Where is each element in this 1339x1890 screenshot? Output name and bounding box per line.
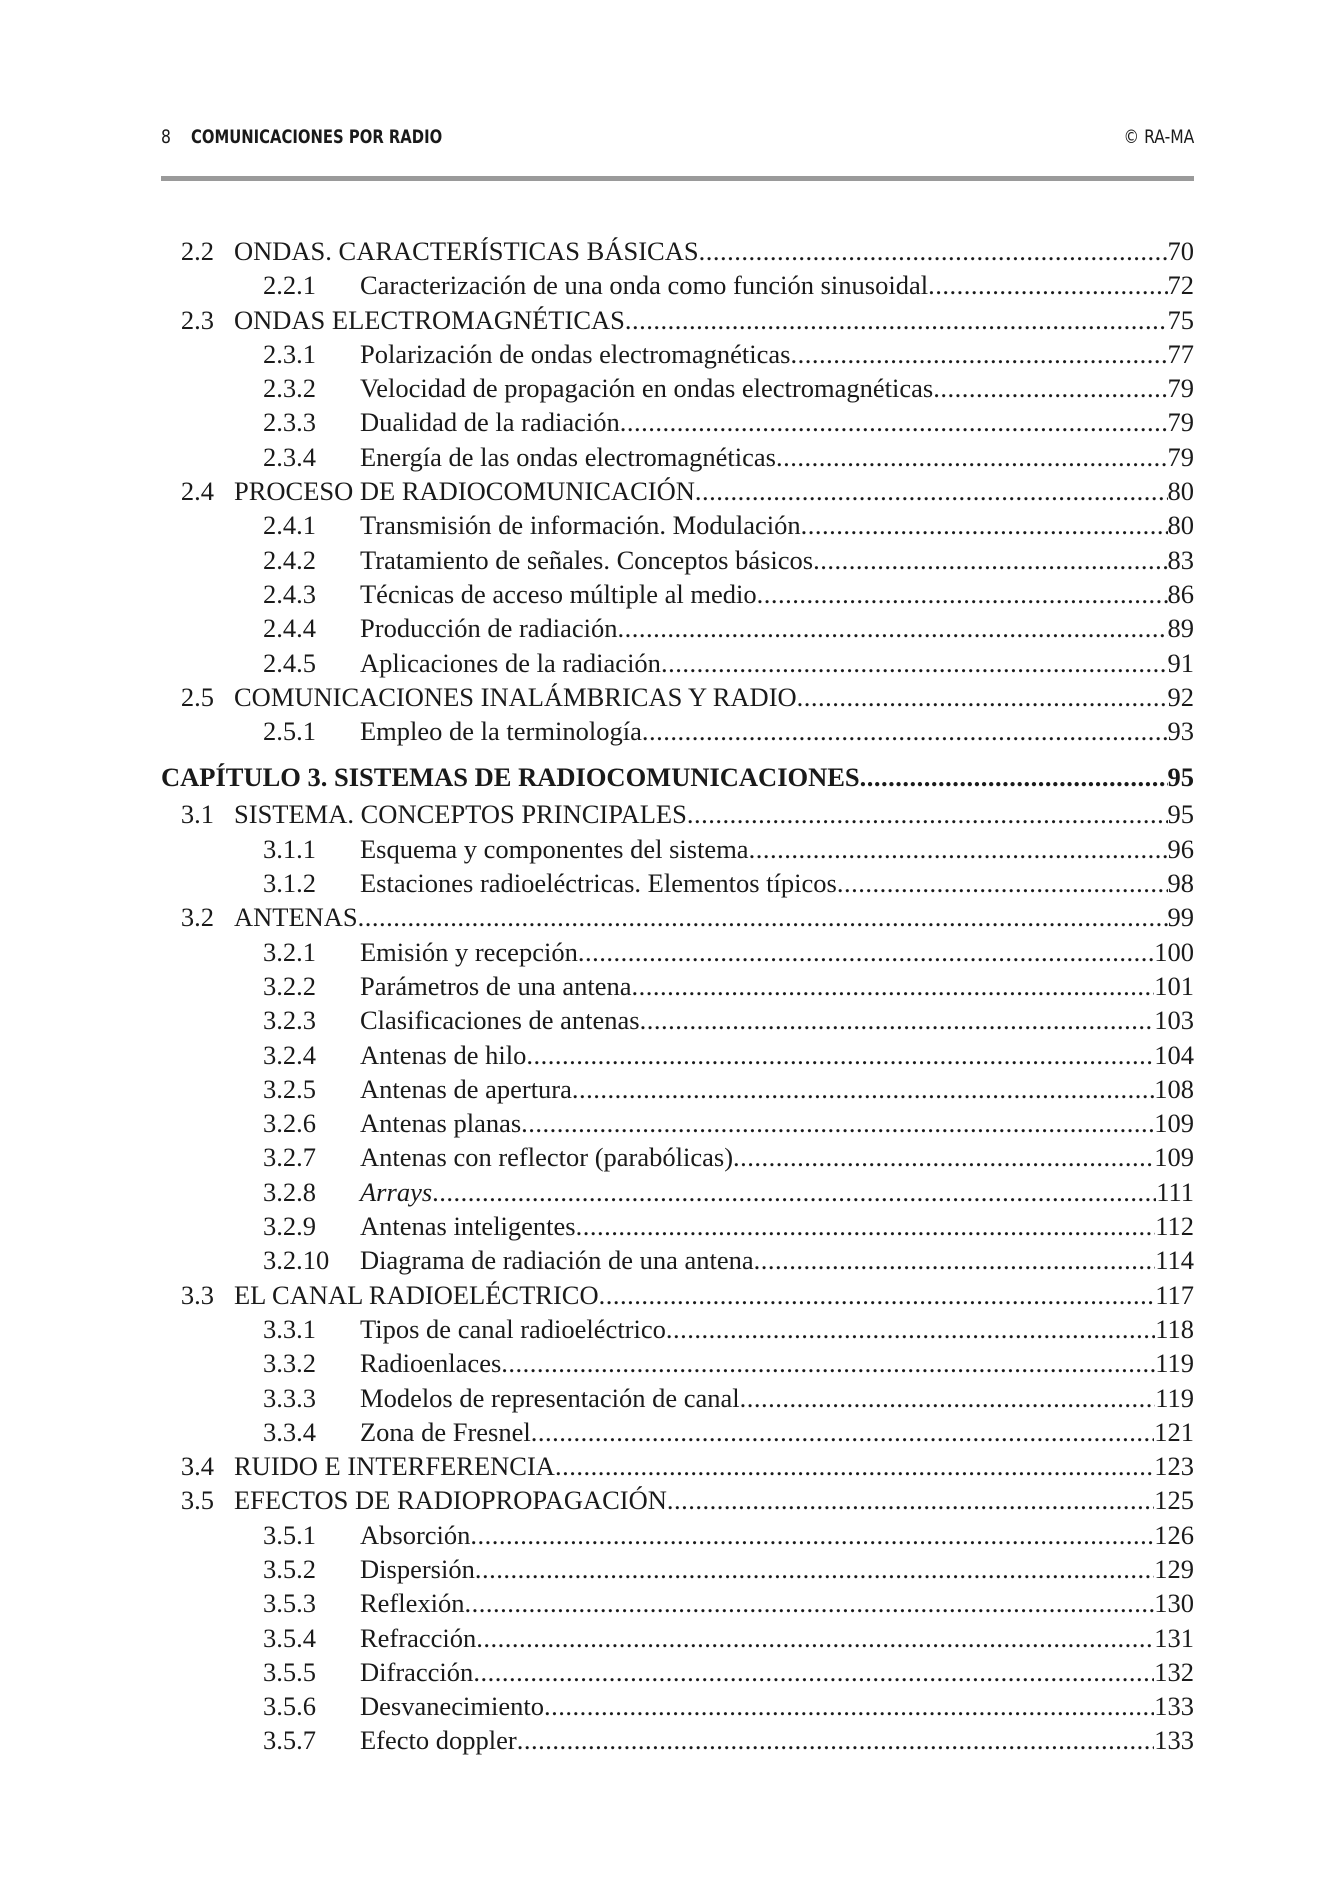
- page-number: 8: [161, 126, 171, 148]
- toc-entry-number: 2.5: [180, 681, 214, 712]
- toc-entry-title: Esquema y componentes del sistema: [360, 833, 749, 864]
- running-header: [161, 118, 1194, 148]
- toc-entry-title: ONDAS ELECTROMAGNÉTICAS: [234, 304, 625, 335]
- toc-dot-leader: [661, 646, 1168, 680]
- toc-entry-number: 3.2.10: [263, 1245, 330, 1276]
- toc-entry[interactable]: [161, 474, 1194, 508]
- toc-entry-title: Radioenlaces: [360, 1348, 502, 1379]
- toc-entry-number: 3.5.6: [263, 1691, 316, 1722]
- toc-entry-page: 79: [1167, 407, 1194, 438]
- toc-entry-title: Aplicaciones de la radiación: [360, 647, 661, 678]
- toc-entry[interactable]: [161, 797, 1194, 831]
- toc-entry-title: Antenas inteligentes: [360, 1211, 576, 1242]
- toc-dot-leader: [813, 543, 1167, 577]
- toc-dot-leader: [578, 935, 1154, 969]
- toc-entry-page: 123: [1154, 1451, 1194, 1482]
- toc-entry[interactable]: [161, 1243, 1194, 1277]
- toc-entry-page: 131: [1154, 1622, 1194, 1653]
- toc-entry[interactable]: [161, 1552, 1194, 1586]
- toc-entry[interactable]: [161, 1209, 1194, 1243]
- toc-entry-title: Producción de radiación: [360, 613, 618, 644]
- toc-dot-leader: [625, 303, 1168, 337]
- toc-dot-leader: [749, 832, 1168, 866]
- toc-entry-number: 2.4.3: [263, 578, 316, 609]
- toc-entry-page: 89: [1167, 613, 1194, 644]
- toc-entry[interactable]: [161, 832, 1194, 866]
- toc-dot-leader: [642, 714, 1168, 748]
- toc-dot-leader: [801, 508, 1168, 542]
- toc-dot-leader: [572, 1072, 1154, 1106]
- toc-entry-page: 132: [1154, 1656, 1194, 1687]
- toc-entry-page: 99: [1167, 902, 1194, 933]
- toc-entry-page: 117: [1155, 1279, 1194, 1310]
- toc-entry-title: Antenas con reflector (parabólicas): [360, 1142, 734, 1173]
- toc-dot-leader: [790, 337, 1167, 371]
- toc-entry-title: Dualidad de la radiación: [360, 407, 620, 438]
- toc-entry-page: 80: [1167, 510, 1194, 541]
- toc-entry-number: 3.5.4: [263, 1622, 316, 1653]
- toc-entry[interactable]: [161, 900, 1194, 934]
- toc-entry-number: 2.5.1: [263, 716, 316, 747]
- toc-entry-page: 79: [1167, 373, 1194, 404]
- toc-entry-title: Antenas planas: [360, 1108, 522, 1139]
- toc-entry-number: 3.3.4: [263, 1416, 316, 1447]
- toc-dot-leader: [837, 866, 1168, 900]
- toc-entry-page: 77: [1167, 338, 1194, 369]
- toc-entry-page: 121: [1154, 1416, 1194, 1447]
- toc-dot-leader: [928, 268, 1167, 302]
- toc-entry-number: 3.5.3: [263, 1588, 316, 1619]
- toc-entry-number: 2.4: [180, 476, 214, 507]
- toc-entry-page: 125: [1154, 1485, 1194, 1516]
- toc-entry-number: 3.2.7: [263, 1142, 316, 1173]
- toc-entry-number: 3.5.5: [263, 1656, 316, 1687]
- toc-dot-leader: [544, 1689, 1154, 1723]
- toc-entry[interactable]: [161, 1655, 1194, 1689]
- toc-entry[interactable]: [161, 268, 1194, 302]
- toc-entry-number: 2.4.5: [263, 647, 316, 678]
- toc-entry-page: 96: [1167, 833, 1194, 864]
- toc-dot-leader: [358, 900, 1168, 934]
- toc-entry[interactable]: [161, 508, 1194, 542]
- toc-entry[interactable]: [161, 935, 1194, 969]
- toc-entry-title: Caracterización de una onda como función sinusoidal: [360, 270, 929, 301]
- toc-dot-leader: [776, 440, 1168, 474]
- toc-entry-page: 100: [1154, 936, 1194, 967]
- toc-entry[interactable]: [161, 1723, 1194, 1757]
- toc-entry-page: 109: [1154, 1108, 1194, 1139]
- toc-entry-title: Clasificaciones de antenas: [360, 1005, 640, 1036]
- toc-entry-number: 3.2: [180, 902, 214, 933]
- toc-entry-page: 126: [1154, 1519, 1194, 1550]
- toc-entry-page: 92: [1167, 681, 1194, 712]
- toc-dot-leader: [531, 1415, 1155, 1449]
- toc-entry-number: 2.2.1: [263, 270, 316, 301]
- toc-entry[interactable]: [161, 440, 1194, 474]
- toc-entry-number: 3.2.2: [263, 970, 316, 1001]
- toc-entry-title: Arrays: [360, 1176, 433, 1207]
- toc-entry[interactable]: [161, 1175, 1194, 1209]
- header-rule: [161, 176, 1194, 181]
- toc-dot-leader: [501, 1346, 1155, 1380]
- toc-entry-title: Velocidad de propagación en ondas electromagnéticas: [360, 373, 934, 404]
- toc-entry-page: 112: [1155, 1211, 1194, 1242]
- toc-entry-number: 3.1.2: [263, 868, 316, 899]
- toc-entry-title: CAPÍTULO 3. SISTEMAS DE RADIOCOMUNICACIONES: [161, 762, 860, 793]
- toc-entry[interactable]: [161, 234, 1194, 268]
- toc-entry[interactable]: [161, 1689, 1194, 1723]
- toc-entry[interactable]: [161, 1381, 1194, 1415]
- toc-entry-page: 95: [1167, 762, 1194, 793]
- toc-entry[interactable]: [161, 866, 1194, 900]
- toc-entry[interactable]: [161, 1038, 1194, 1072]
- toc-entry-title: Reflexión: [360, 1588, 465, 1619]
- toc-entry-page: 130: [1154, 1588, 1194, 1619]
- toc-entry[interactable]: [161, 1483, 1194, 1517]
- toc-entry-number: 3.3: [180, 1279, 214, 1310]
- toc-entry[interactable]: [161, 1003, 1194, 1037]
- toc-entry-page: 86: [1167, 578, 1194, 609]
- table-of-contents: [161, 234, 1194, 1758]
- toc-entry-page: 109: [1154, 1142, 1194, 1173]
- toc-entry-title: Transmisión de información. Modulación: [360, 510, 801, 541]
- toc-dot-leader: [699, 234, 1168, 268]
- toc-entry-page: 72: [1167, 270, 1194, 301]
- toc-entry-number: 2.4.2: [263, 544, 316, 575]
- toc-dot-leader: [465, 1586, 1155, 1620]
- toc-entry-number: 3.2.5: [263, 1073, 316, 1104]
- toc-dot-leader: [733, 1140, 1154, 1174]
- toc-entry-title: Antenas de hilo: [360, 1039, 527, 1070]
- toc-entry[interactable]: [161, 1140, 1194, 1174]
- toc-entry[interactable]: [161, 371, 1194, 405]
- toc-dot-leader: [521, 1106, 1154, 1140]
- toc-dot-leader: [640, 1003, 1155, 1037]
- toc-entry-number: 3.1: [180, 799, 214, 830]
- toc-entry-number: 3.2.6: [263, 1108, 316, 1139]
- toc-entry-page: 91: [1167, 647, 1194, 678]
- toc-entry[interactable]: [161, 1072, 1194, 1106]
- toc-entry[interactable]: [161, 543, 1194, 577]
- toc-entry[interactable]: [161, 611, 1194, 645]
- toc-entry-page: 83: [1167, 544, 1194, 575]
- toc-entry-title: Técnicas de acceso múltiple al medio: [360, 578, 757, 609]
- toc-entry-number: 3.1.1: [263, 833, 316, 864]
- toc-dot-leader: [470, 1518, 1154, 1552]
- toc-entry-page: 79: [1167, 441, 1194, 472]
- toc-entry-number: 3.4: [180, 1451, 214, 1482]
- toc-entry[interactable]: [161, 646, 1194, 680]
- toc-entry-number: 3.3.3: [263, 1382, 316, 1413]
- toc-entry-page: 70: [1167, 236, 1194, 266]
- toc-entry[interactable]: [161, 969, 1194, 1003]
- toc-entry-number: 2.3.1: [263, 338, 316, 369]
- toc-entry-number: 3.3.1: [263, 1313, 316, 1344]
- toc-entry-page: 133: [1154, 1691, 1194, 1722]
- toc-entry-page: 93: [1167, 716, 1194, 747]
- toc-entry-page: 75: [1167, 304, 1194, 335]
- toc-dot-leader: [475, 1552, 1154, 1586]
- toc-entry[interactable]: [161, 1312, 1194, 1346]
- toc-entry-title: SISTEMA. CONCEPTOS PRINCIPALES: [234, 799, 687, 830]
- toc-dot-leader: [754, 1243, 1156, 1277]
- toc-entry-number: 3.3.2: [263, 1348, 316, 1379]
- toc-chapter-entry[interactable]: [161, 757, 1194, 797]
- toc-entry-title: EFECTOS DE RADIOPROPAGACIÓN: [234, 1485, 667, 1516]
- toc-entry-title: Tratamiento de señales. Conceptos básicos: [360, 544, 814, 575]
- toc-dot-leader: [473, 1655, 1154, 1689]
- toc-dot-leader: [695, 474, 1168, 508]
- toc-entry[interactable]: [161, 1586, 1194, 1620]
- toc-entry-title: EL CANAL RADIOELÉCTRICO: [234, 1279, 599, 1310]
- toc-entry[interactable]: [161, 1518, 1194, 1552]
- toc-entry-title: Difracción: [360, 1656, 474, 1687]
- toc-entry-number: 2.3.2: [263, 373, 316, 404]
- toc-entry[interactable]: [161, 714, 1194, 748]
- toc-dot-leader: [576, 1209, 1156, 1243]
- toc-dot-leader: [599, 1278, 1156, 1312]
- toc-entry[interactable]: [161, 1278, 1194, 1312]
- toc-dot-leader: [933, 371, 1167, 405]
- toc-entry-title: Emisión y recepción: [360, 936, 578, 967]
- book-title: COMUNICACIONES POR RADIO: [191, 126, 443, 148]
- toc-entry-number: 2.2: [180, 236, 214, 266]
- toc-entry-title: Parámetros de una antena: [360, 970, 632, 1001]
- toc-dot-leader: [667, 1483, 1154, 1517]
- toc-entry-title: Empleo de la terminología: [360, 716, 642, 747]
- toc-entry-title: Antenas de apertura: [360, 1073, 572, 1104]
- toc-entry[interactable]: [161, 680, 1194, 714]
- toc-entry-page: 119: [1155, 1382, 1194, 1413]
- toc-dot-leader: [632, 969, 1155, 1003]
- toc-entry-title: Desvanecimiento: [360, 1691, 544, 1722]
- toc-entry-page: 114: [1155, 1245, 1194, 1276]
- publisher-mark: © RA-MA: [1123, 126, 1194, 148]
- toc-dot-leader: [757, 577, 1168, 611]
- toc-entry-page: 103: [1154, 1005, 1194, 1036]
- toc-entry[interactable]: [161, 1106, 1194, 1140]
- toc-entry-number: 3.5.7: [263, 1725, 316, 1756]
- toc-entry-page: 129: [1154, 1553, 1194, 1584]
- toc-entry-page: 95: [1167, 799, 1194, 830]
- toc-entry-title: ANTENAS: [234, 902, 358, 933]
- toc-entry-title: Refracción: [360, 1622, 477, 1653]
- toc-entry-number: 2.4.4: [263, 613, 316, 644]
- toc-entry-number: 3.5.2: [263, 1553, 316, 1584]
- toc-entry[interactable]: [161, 1449, 1194, 1483]
- toc-entry-number: 2.4.1: [263, 510, 316, 541]
- toc-entry[interactable]: [161, 1346, 1194, 1380]
- toc-entry-page: 119: [1155, 1348, 1194, 1379]
- toc-entry-title: Modelos de representación de canal: [360, 1382, 740, 1413]
- toc-entry-number: 3.2.4: [263, 1039, 316, 1070]
- toc-dot-leader: [517, 1723, 1155, 1757]
- toc-dot-leader: [476, 1621, 1154, 1655]
- toc-entry-page: 118: [1155, 1313, 1194, 1344]
- toc-dot-leader: [797, 680, 1168, 714]
- toc-entry-page: 98: [1167, 868, 1194, 899]
- toc-dot-leader: [555, 1449, 1154, 1483]
- toc-entry-title: Efecto doppler: [360, 1725, 517, 1756]
- toc-entry-title: Tipos de canal radioeléctrico: [360, 1313, 666, 1344]
- toc-entry-number: 3.2.1: [263, 936, 316, 967]
- toc-dot-leader: [860, 757, 1168, 797]
- toc-entry-title: RUIDO E INTERFERENCIA: [234, 1451, 555, 1482]
- toc-entry[interactable]: [161, 337, 1194, 371]
- toc-dot-leader: [432, 1175, 1156, 1209]
- toc-entry-title: Absorción: [360, 1519, 471, 1550]
- toc-entry-title: Diagrama de radiación de una antena: [360, 1245, 754, 1276]
- toc-entry-title: Estaciones radioeléctricas. Elementos típicos: [360, 868, 837, 899]
- toc-dot-leader: [620, 405, 1168, 439]
- toc-entry-page: 108: [1154, 1073, 1194, 1104]
- toc-entry-page: 101: [1154, 970, 1194, 1001]
- toc-entry-page: 80: [1167, 476, 1194, 507]
- toc-entry-number: 2.3: [180, 304, 214, 335]
- toc-entry-title: Dispersión: [360, 1553, 475, 1584]
- toc-dot-leader: [687, 797, 1168, 831]
- toc-entry-number: 2.3.4: [263, 441, 316, 472]
- toc-entry[interactable]: [161, 1415, 1194, 1449]
- toc-entry[interactable]: [161, 303, 1194, 337]
- toc-entry-title: Zona de Fresnel: [360, 1416, 531, 1447]
- toc-entry-number: 3.5: [180, 1485, 214, 1516]
- toc-entry-title: ONDAS. CARACTERÍSTICAS BÁSICAS: [234, 236, 699, 266]
- toc-entry-title: Polarización de ondas electromagnéticas: [360, 338, 791, 369]
- toc-entry-title: PROCESO DE RADIOCOMUNICACIÓN: [234, 476, 695, 507]
- toc-entry-number: 2.3.3: [263, 407, 316, 438]
- toc-entry[interactable]: [161, 405, 1194, 439]
- toc-entry-title: Energía de las ondas electromagnéticas: [360, 441, 776, 472]
- toc-dot-leader: [526, 1038, 1154, 1072]
- toc-entry-number: 3.2.3: [263, 1005, 316, 1036]
- toc-entry-page: 133: [1154, 1725, 1194, 1756]
- toc-entry-page: 104: [1154, 1039, 1194, 1070]
- header-left: [161, 126, 513, 148]
- toc-entry[interactable]: [161, 577, 1194, 611]
- toc-entry[interactable]: [161, 1621, 1194, 1655]
- toc-entry-number: 3.2.8: [263, 1176, 316, 1207]
- toc-dot-leader: [666, 1312, 1155, 1346]
- toc-dot-leader: [618, 611, 1168, 645]
- toc-entry-page: 111: [1156, 1176, 1194, 1207]
- toc-entry-number: 3.2.9: [263, 1211, 316, 1242]
- toc-dot-leader: [740, 1381, 1156, 1415]
- toc-entry-number: 3.5.1: [263, 1519, 316, 1550]
- toc-entry-title: COMUNICACIONES INALÁMBRICAS Y RADIO: [234, 681, 797, 712]
